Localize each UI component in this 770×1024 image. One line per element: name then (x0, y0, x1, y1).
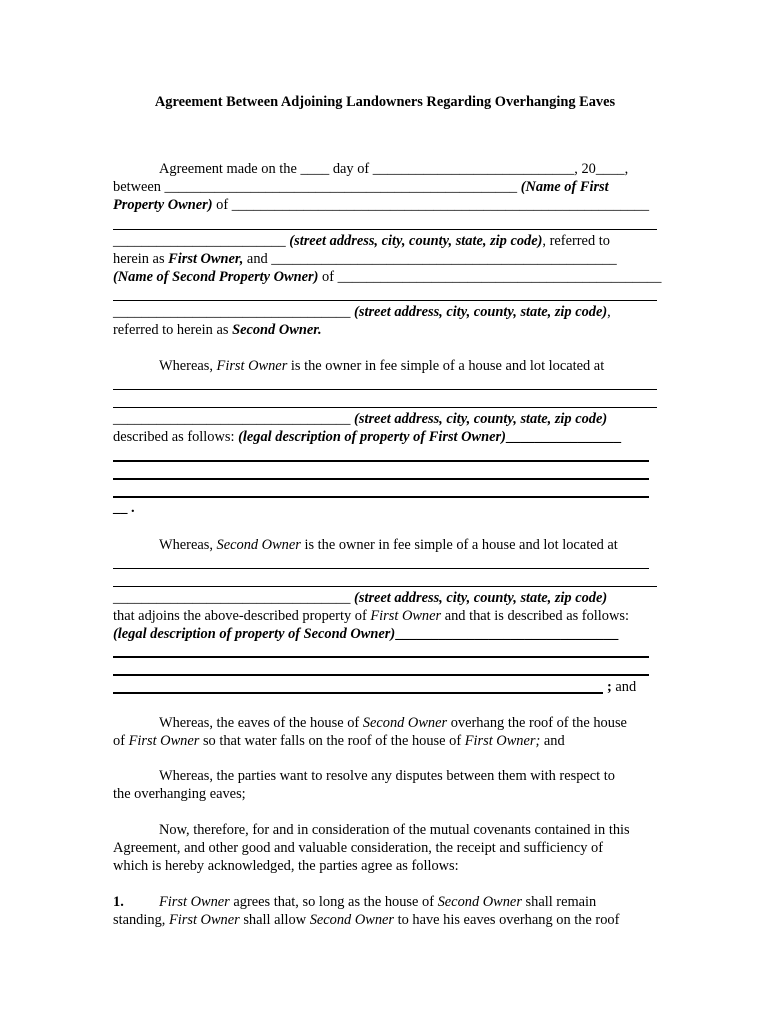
blank-line (113, 407, 657, 408)
whereas-2-line-9: ; and (607, 679, 637, 695)
blank-line (113, 300, 657, 301)
blank-line (113, 656, 649, 658)
whereas-2-line-1: Whereas, Second Owner is the owner in fee simple of a house and lot located at (159, 537, 618, 553)
blank-line (113, 586, 657, 587)
blank-line (113, 692, 603, 694)
opening-line-1: Agreement made on the ____ day of ____________________________, 20____, (159, 161, 629, 177)
opening-line-10: referred to herein as Second Owner. (113, 322, 322, 338)
blank-line (113, 229, 657, 230)
whereas-1-line-5: described as follows: (legal description of property of First Owner)________________ (113, 429, 622, 445)
whereas-3-line-2: of First Owner so that water falls on the roof of the house of First Owner; and (113, 733, 565, 749)
now-therefore-line-2: Agreement, and other good and valuable consideration, the receipt and sufficiency of (113, 840, 604, 856)
whereas-3-line-1: Whereas, the eaves of the house of Second Owner overhang the roof of the house (159, 715, 627, 731)
blank-line (113, 674, 649, 676)
section-1-number: 1. (113, 894, 124, 910)
whereas-1-line-9: __ . (113, 500, 135, 516)
whereas-2-line-4: _________________________________ (street address, city, county, state, zip code) (113, 590, 608, 606)
opening-line-6: herein as First Owner, and ________________________________________________ (113, 251, 617, 267)
now-therefore-line-3: which is hereby acknowledged, the parties agree as follows: (113, 858, 459, 874)
blank-line (113, 568, 649, 569)
section-1-line-2: standing, First Owner shall allow Second Owner to have his eaves overhang on the roof (113, 912, 620, 928)
opening-line-2: between _________________________________________________ (Name of First (113, 179, 609, 195)
opening-line-3: Property Owner) of __________________________________________________________ (113, 197, 650, 213)
opening-line-9: _________________________________ (street address, city, county, state, zip code), (113, 304, 611, 320)
document-title: Agreement Between Adjoining Landowners Regarding Overhanging Eaves (154, 94, 616, 110)
blank-line (113, 496, 649, 498)
section-1-line-1: First Owner agrees that, so long as the house of Second Owner shall remain (159, 894, 597, 910)
blank-line (113, 478, 649, 480)
opening-line-5: ________________________ (street address, city, county, state, zip code), referred to (113, 233, 610, 249)
whereas-2-line-5: that adjoins the above-described property of First Owner and that is described as follows: (113, 608, 629, 624)
now-therefore-line-1: Now, therefore, for and in consideration of the mutual covenants contained in this (159, 822, 630, 838)
blank-line (113, 460, 649, 462)
whereas-4-line-1: Whereas, the parties want to resolve any disputes between them with respect to (159, 768, 615, 784)
whereas-4-line-2: the overhanging eaves; (113, 786, 246, 802)
opening-line-7: (Name of Second Property Owner) of _____________________________________________ (113, 269, 662, 285)
whereas-1-line-4: _________________________________ (street address, city, county, state, zip code) (113, 411, 608, 427)
whereas-1-line-1: Whereas, First Owner is the owner in fee simple of a house and lot located at (159, 358, 605, 374)
blank-line (113, 389, 657, 390)
whereas-2-line-6: (legal description of property of Second Owner)_______________________________ (113, 626, 619, 642)
